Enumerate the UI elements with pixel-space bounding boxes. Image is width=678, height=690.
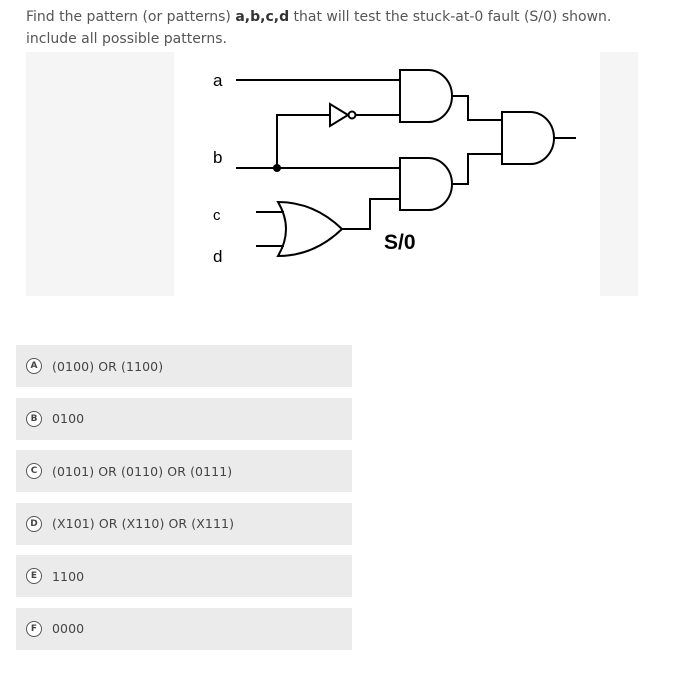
option-f-badge: F (26, 621, 42, 637)
option-d-text: (X101) OR (X110) OR (X111) (52, 516, 235, 532)
option-f-text: 0000 (52, 621, 85, 637)
label-c: c (213, 207, 221, 224)
option-b[interactable] (16, 398, 352, 440)
option-c-text: (0101) OR (0110) OR (0111) (52, 463, 233, 479)
wire-b-branch (277, 115, 330, 168)
option-a-text: (0100) OR (1100) (52, 358, 164, 374)
question-part1: Find the pattern (or patterns) (26, 9, 236, 25)
not-gate (330, 104, 348, 126)
option-b-text: 0100 (52, 411, 85, 427)
or-gate (278, 202, 342, 256)
option-a-badge: A (26, 358, 42, 374)
wire-or-out (342, 199, 400, 229)
question-text (26, 6, 656, 50)
option-c[interactable] (16, 450, 352, 492)
and-gate-middle (400, 158, 452, 210)
answer-options (16, 345, 352, 661)
option-e-badge: E (26, 568, 42, 584)
circuit-diagram (174, 52, 600, 296)
option-e[interactable] (16, 555, 352, 597)
option-e-text: 1100 (52, 568, 85, 584)
option-d-badge: D (26, 516, 42, 532)
fault-label: S/0 (384, 231, 416, 254)
label-d: d (213, 247, 223, 266)
question-vars: a,b,c,d (235, 9, 290, 25)
and-gate-output (502, 112, 554, 164)
option-b-badge: B (26, 411, 42, 427)
option-d[interactable] (16, 503, 352, 545)
and-gate-top (400, 70, 452, 122)
circuit-figure (26, 52, 638, 296)
option-a[interactable] (16, 345, 352, 387)
wire-and-top-out (452, 96, 502, 120)
option-c-badge: C (26, 463, 42, 479)
question-part2: that will test the stuck-at-0 fault (S/0) shown. (289, 9, 612, 25)
fanout-dot (273, 164, 281, 172)
option-f[interactable] (16, 608, 352, 650)
wire-and-middle-out (452, 154, 502, 184)
question-line2: include all possible patterns. (26, 31, 227, 47)
label-b: b (213, 148, 223, 167)
label-a: a (213, 71, 223, 90)
